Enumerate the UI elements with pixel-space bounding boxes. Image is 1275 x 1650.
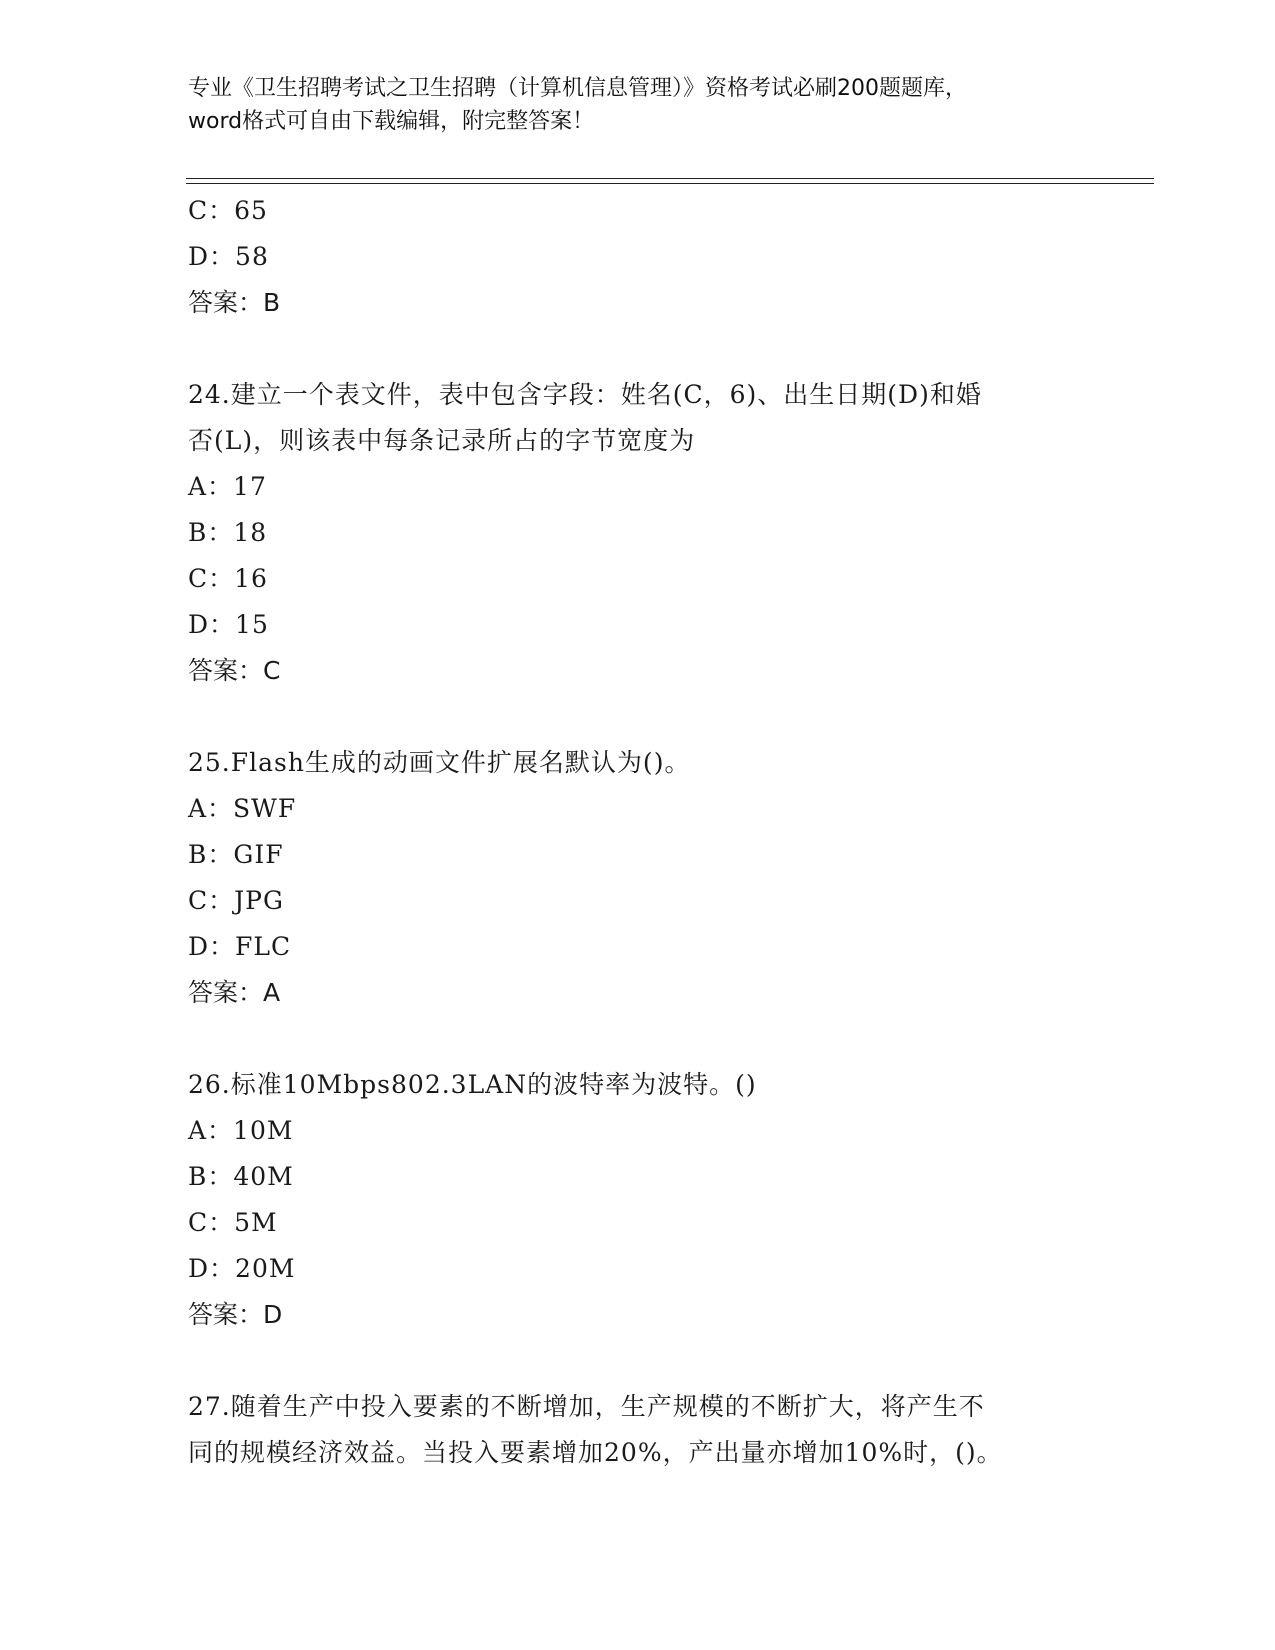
option-a: A：17 [188, 472, 267, 501]
option-b: B：GIF [188, 840, 284, 869]
header-divider-bottom [186, 183, 1154, 184]
question-text-line: 27.随着生产中投入要素的不断增加，生产规模的不断扩大，将产生不 [188, 1392, 985, 1421]
question-block-26 [188, 1062, 1088, 1338]
option-d: D：15 [188, 610, 269, 639]
option-b: B：18 [188, 518, 268, 547]
option-a: A：10M [188, 1116, 294, 1145]
document-header [188, 72, 1088, 138]
option-a: A：SWF [188, 794, 297, 823]
question-text-line: 否(L)，则该表中每条记录所占的字节宽度为 [188, 426, 696, 455]
spacer [188, 694, 1088, 740]
question-block-23 [188, 188, 1088, 326]
option-c: C：JPG [188, 886, 284, 915]
answer-line: 答案：B [188, 288, 281, 317]
answer-line: 答案：C [188, 656, 281, 685]
option-d: D：FLC [188, 932, 292, 961]
question-block-24 [188, 372, 1088, 694]
question-list [188, 188, 1088, 1476]
option-b: B：40M [188, 1162, 294, 1191]
question-text-line: 26.标准10Mbps802.3LAN的波特率为波特。() [188, 1070, 757, 1099]
question-text-line: 24.建立一个表文件，表中包含字段：姓名(C，6)、出生日期(D)和婚 [188, 380, 982, 409]
option-d: D：20M [188, 1254, 296, 1283]
question-text-line: 同的规模经济效益。当投入要素增加20%，产出量亦增加10%时，()。 [188, 1438, 1003, 1467]
spacer [188, 1338, 1088, 1384]
option-c: C：16 [188, 564, 268, 593]
question-block-25 [188, 740, 1088, 1016]
option-c: C：65 [188, 196, 268, 225]
option-d: D：58 [188, 242, 269, 271]
question-block-27 [188, 1384, 1088, 1476]
spacer [188, 1016, 1088, 1062]
answer-line: 答案：A [188, 978, 281, 1007]
question-text-line: 25.Flash生成的动画文件扩展名默认为()。 [188, 748, 691, 777]
header-title-line-1: 专业《卫生招聘考试之卫生招聘（计算机信息管理）》资格考试必刷200题题库， [188, 76, 967, 101]
spacer [188, 326, 1088, 372]
header-title-line-2: word格式可自由下载编辑，附完整答案！ [188, 109, 595, 134]
option-c: C：5M [188, 1208, 278, 1237]
answer-line: 答案：D [188, 1300, 283, 1329]
header-divider-top [186, 178, 1154, 179]
